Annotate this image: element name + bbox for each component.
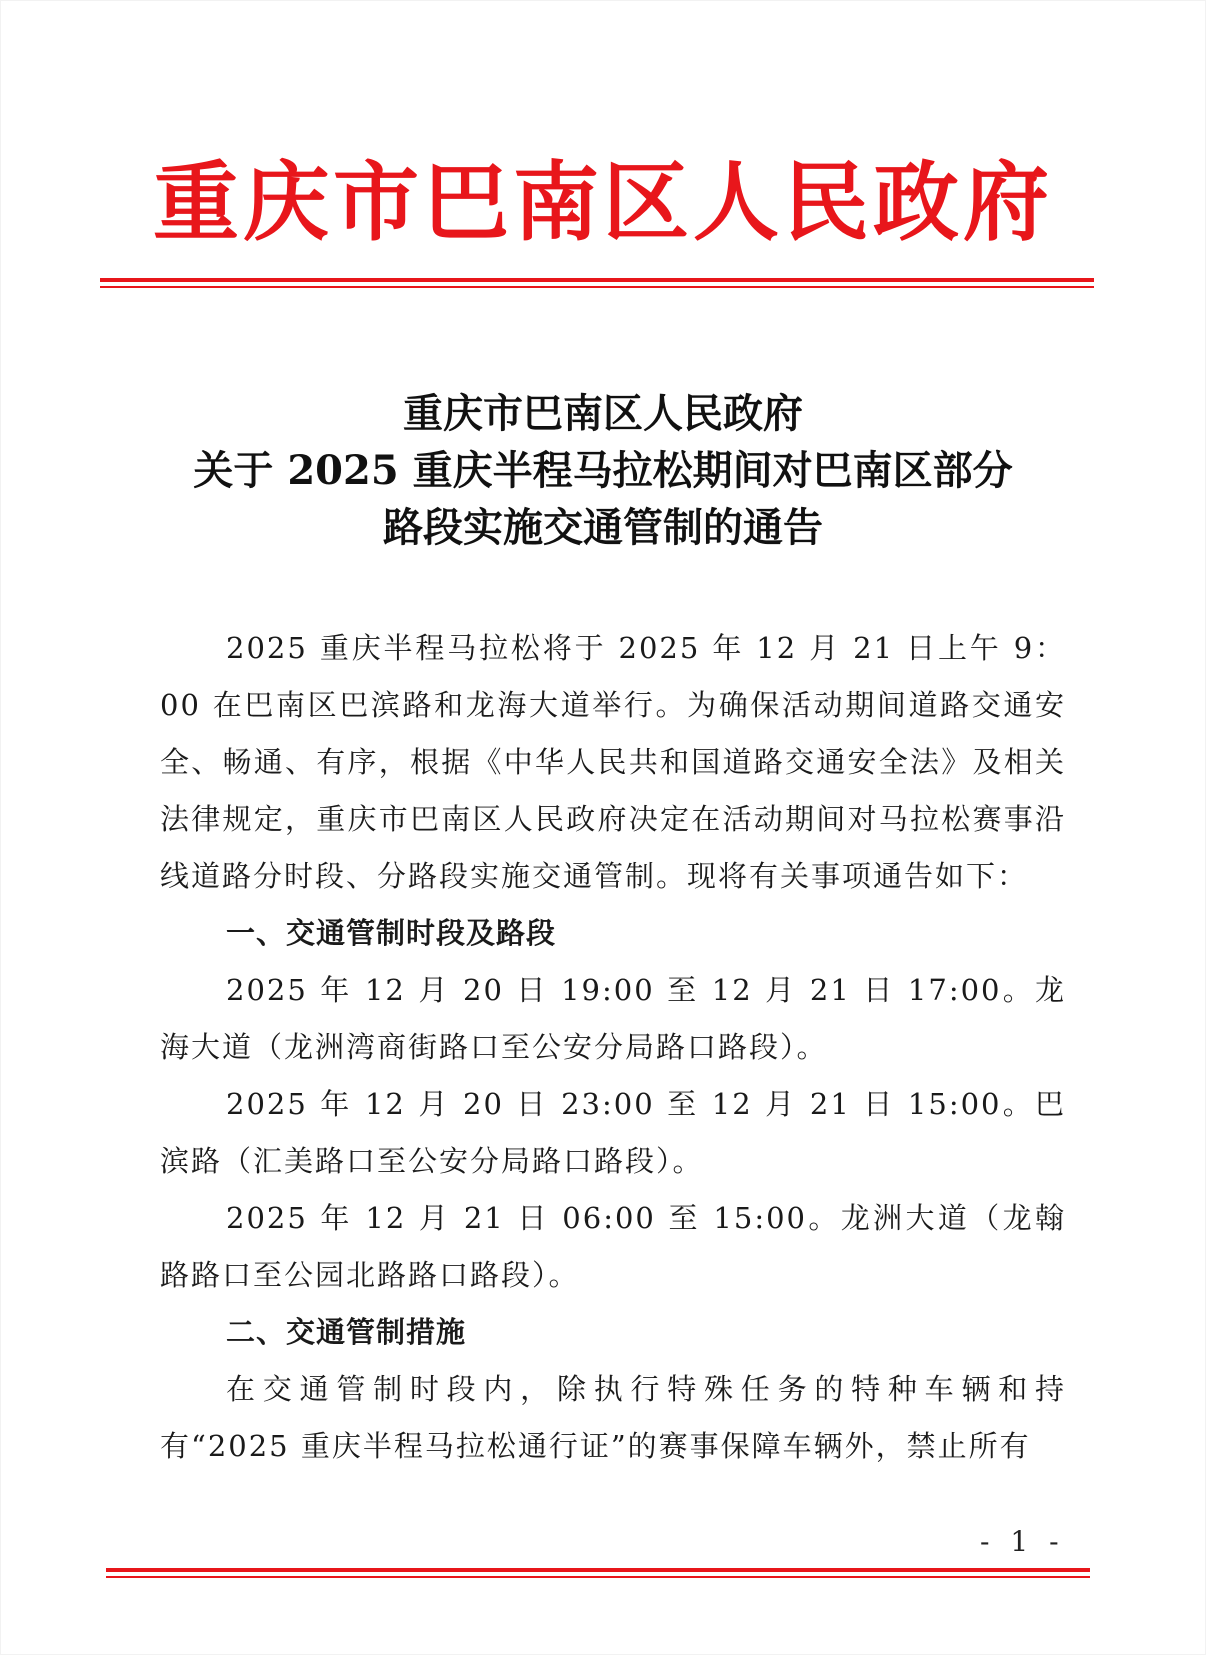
notice-title: [100, 385, 1106, 556]
red-rule-thin: [100, 286, 1094, 288]
control-period-item: 2025 年 12 月 20 日 19:00 至 12 月 21 日 17:00。龙海大道（龙洲湾商街路口至公安分局路口路段）。: [160, 973, 1066, 1064]
notice-body: [160, 620, 1066, 1475]
title-line-1: 重庆市巴南区人民政府: [403, 390, 803, 437]
masthead-red-rule: [100, 278, 1094, 290]
section-2-paragraph: 在交通管制时段内，除执行特殊任务的特种车辆和持有“2025 重庆半程马拉松通行证”的赛事保障车辆外，禁止所有: [160, 1372, 1066, 1463]
footer-red-rule: [106, 1568, 1090, 1580]
control-period-item: 2025 年 12 月 21 日 06:00 至 15:00。龙洲大道（龙翰路路口至公园北路路口路段）。: [160, 1201, 1066, 1292]
page-number: - 1 -: [980, 1525, 1065, 1558]
issuer-masthead: 重庆市巴南区人民政府: [153, 152, 1053, 253]
section-2-heading: 二、交通管制措施: [226, 1315, 467, 1349]
control-period-item: 2025 年 12 月 20 日 23:00 至 12 月 21 日 15:00。巴滨路（汇美路口至公安分局路口路段）。: [160, 1087, 1066, 1178]
title-line-3: 路段实施交通管制的通告: [383, 504, 823, 551]
red-rule-thick: [106, 1568, 1090, 1572]
red-rule-thick: [100, 278, 1094, 282]
section-1-heading: 一、交通管制时段及路段: [226, 916, 557, 950]
red-rule-thin: [106, 1576, 1090, 1578]
title-line-2: 关于 2025 重庆半程马拉松期间对巴南区部分: [193, 447, 1013, 494]
intro-paragraph: 2025 重庆半程马拉松将于 2025 年 12 月 21 日上午 9：00 在巴南区巴滨路和龙海大道举行。为确保活动期间道路交通安全、畅通、有序，根据《中华人民共和国道路交通安全法》及相关法律规定，重庆市巴南区人民政府决定在活动期间对马拉松赛事沿线道路分时段、分路段实施交通管制。现将有关事项通告如下：: [160, 631, 1066, 893]
